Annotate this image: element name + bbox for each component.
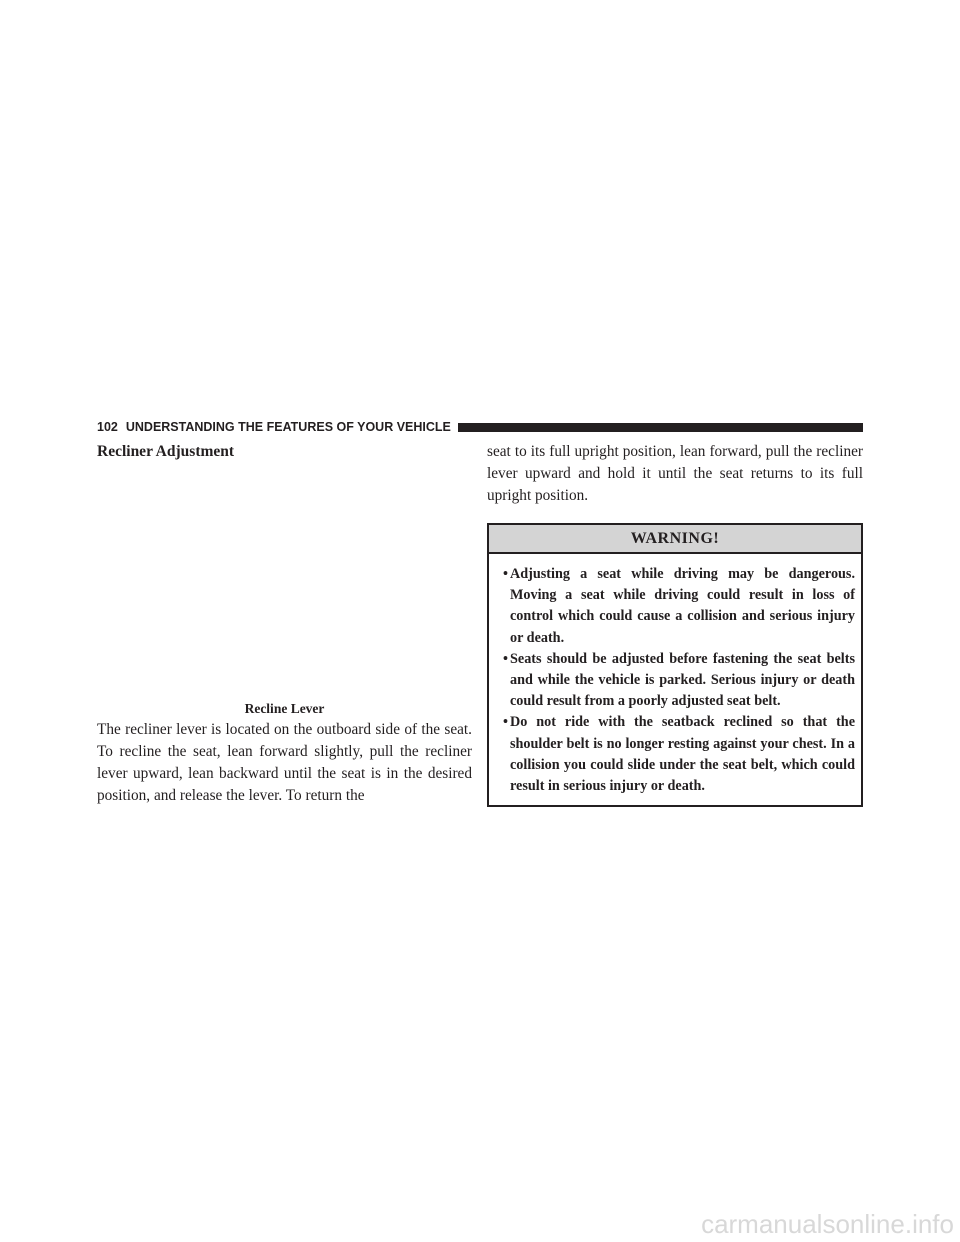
bullet-icon: • <box>503 714 508 731</box>
warning-item <box>503 564 855 649</box>
page-number: 102 <box>97 420 118 434</box>
right-column <box>487 441 863 807</box>
bullet-icon: • <box>503 566 508 582</box>
watermark: carmanualsonline.info <box>701 1209 954 1239</box>
warning-item <box>503 649 855 713</box>
warning-list <box>489 554 861 805</box>
header-rule <box>458 423 863 432</box>
bullet-icon: • <box>503 650 508 667</box>
body-paragraph-left: The recliner lever is located on the outboard side of the seat. To recline the seat, lean forward slightly, pull the recliner lever upward, lean backward until the seat is in the desired position, and release the lever. To return the <box>97 721 472 804</box>
section-heading: Recliner Adjustment <box>97 443 235 460</box>
warning-item-text: Seats should be adjusted before fastening the seat belts and while the vehicle is parked. Serious injury or death could result from a poorly adjusted seat belt. <box>510 650 855 710</box>
section-title: UNDERSTANDING THE FEATURES OF YOUR VEHICLE <box>125 420 451 434</box>
body-paragraph-right: seat to its full upright position, lean forward, pull the recliner lever upward and hold it until the seat returns to its full upright position. <box>487 443 863 504</box>
left-column <box>97 441 472 807</box>
recline-lever-figure <box>97 463 472 719</box>
page-header <box>97 419 863 435</box>
warning-item <box>503 712 855 797</box>
figure-caption: Recline Lever <box>244 701 325 716</box>
warning-box <box>487 523 863 807</box>
warning-title: WARNING! <box>489 525 861 554</box>
warning-item-text: Adjusting a seat while driving may be dangerous. Moving a seat while driving could result in loss of control which could cause a collision and serious injury or death. <box>510 566 855 646</box>
warning-item-text: Do not ride with the seatback reclined so that the shoulder belt is no longer resting against your chest. In a collision you could slide under the seat belt, which could result in serious injury or death. <box>510 714 855 795</box>
